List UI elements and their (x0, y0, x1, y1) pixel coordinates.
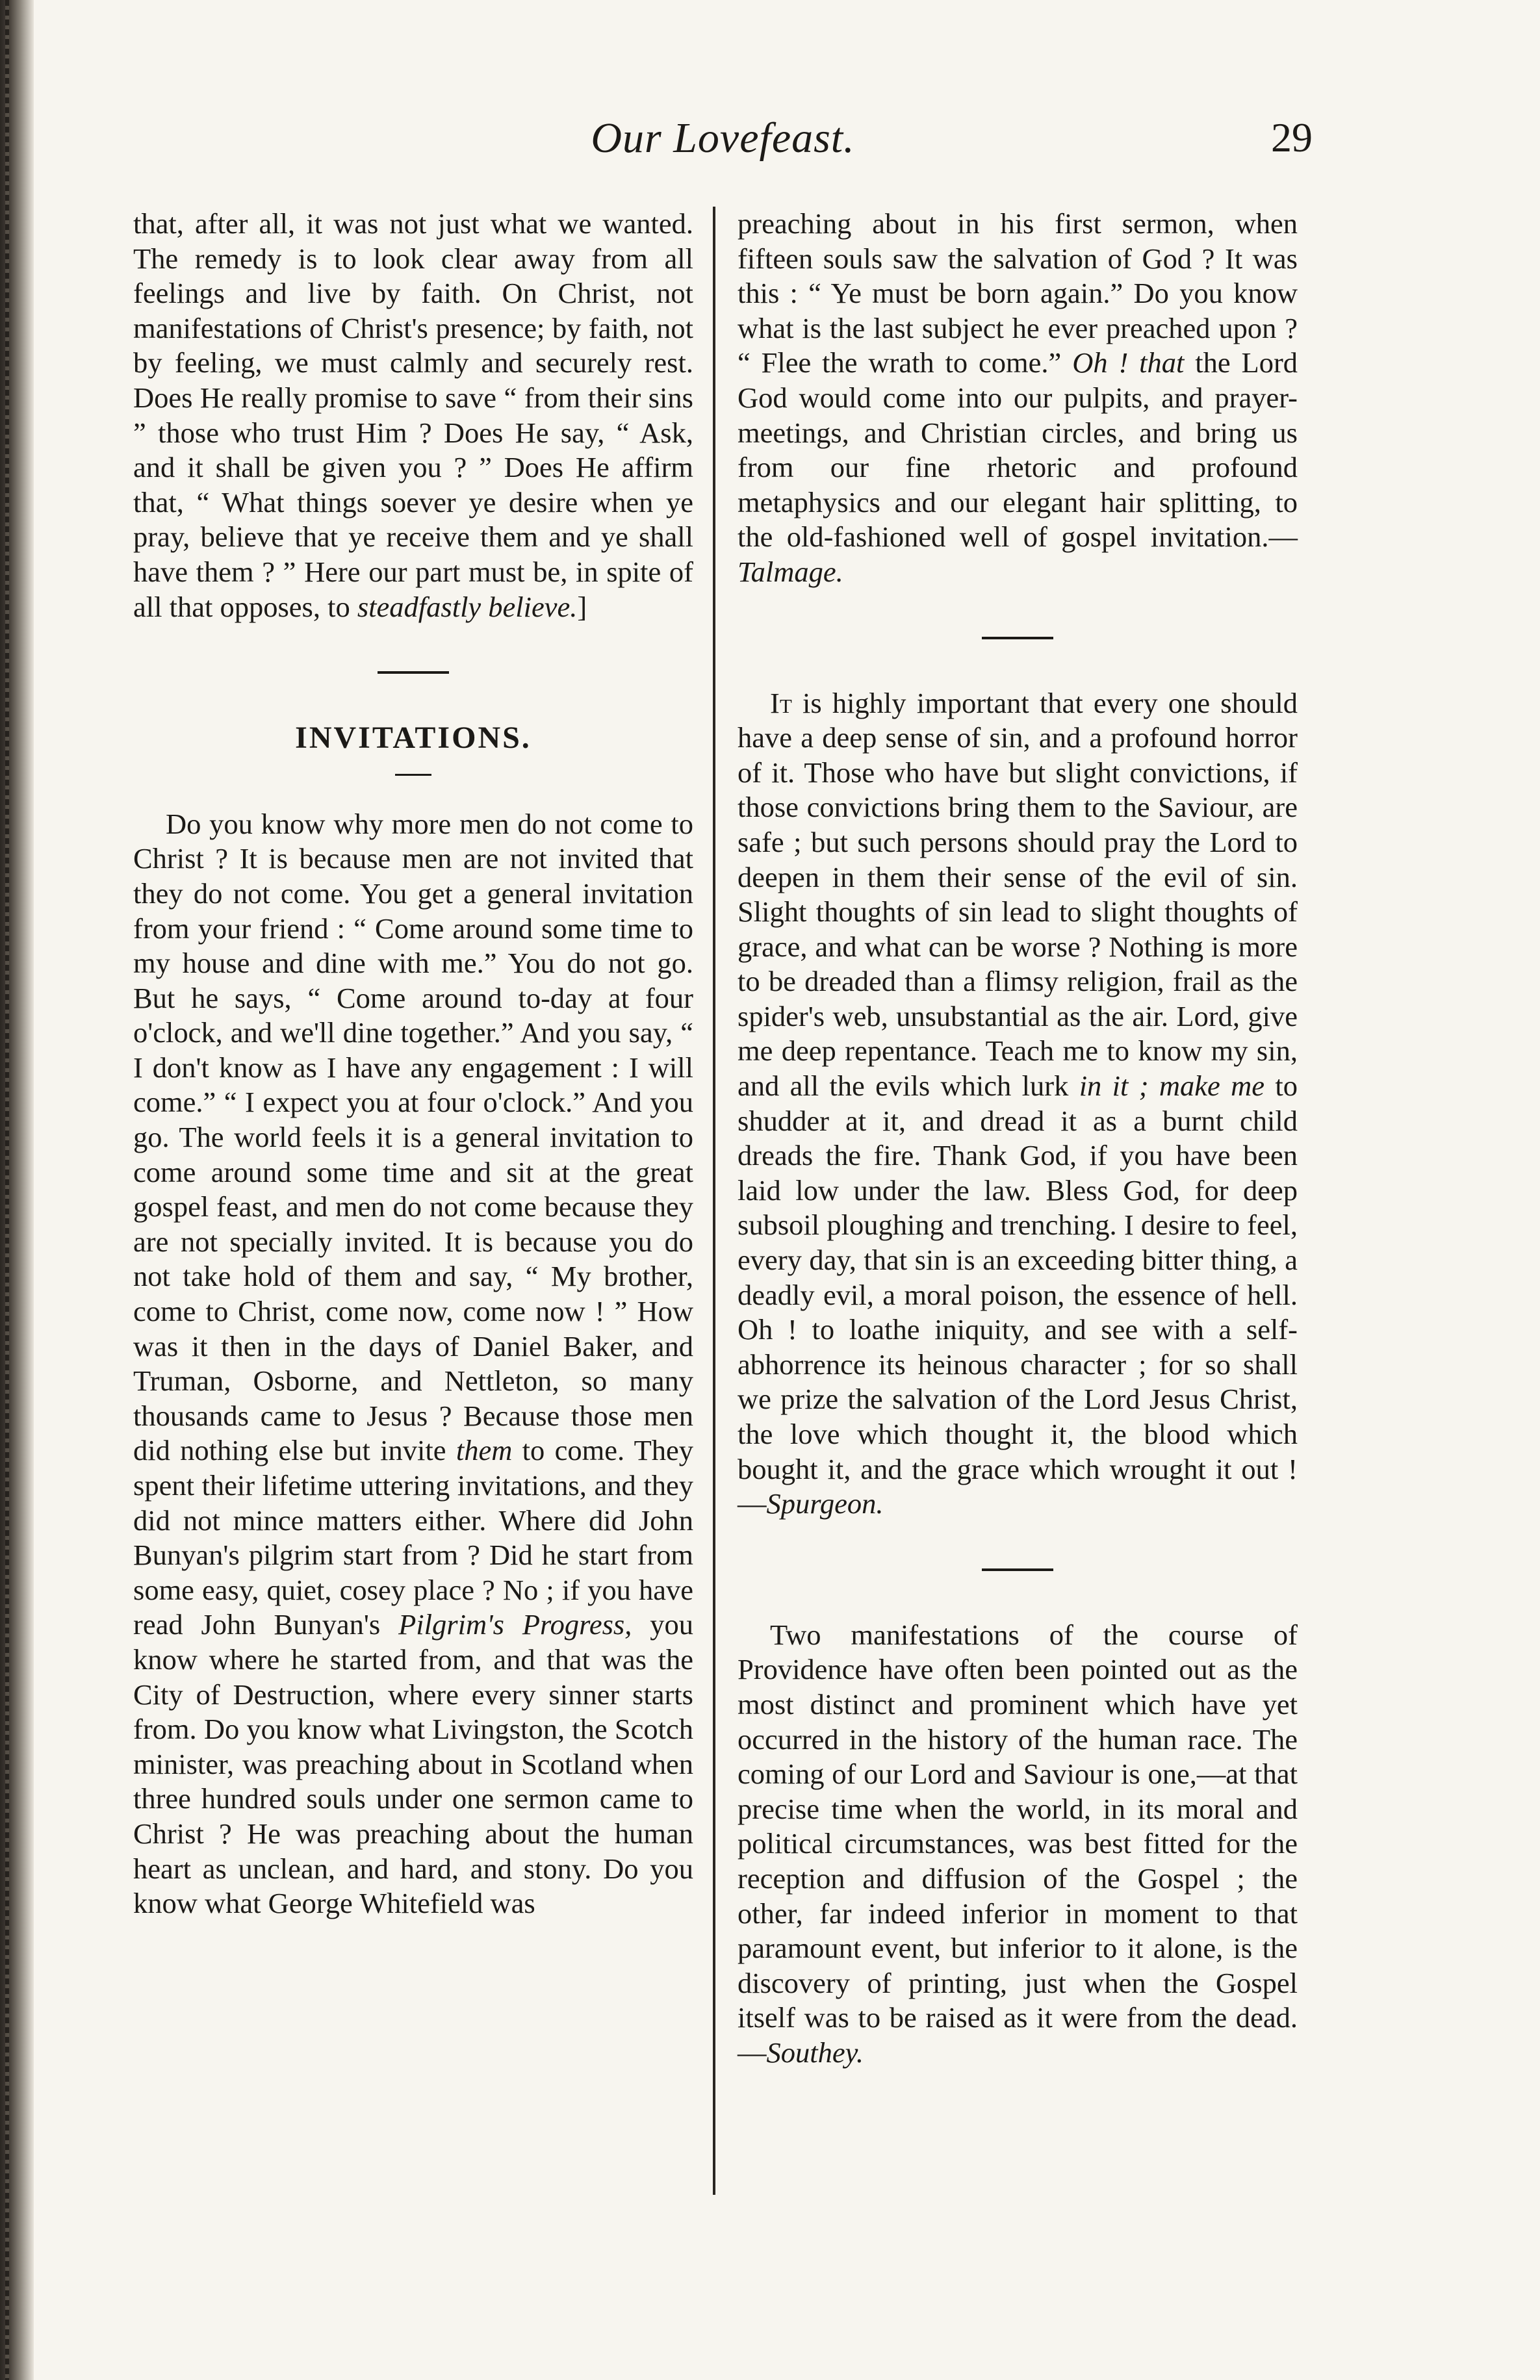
attribution-spurgeon: Spurgeon. (766, 1487, 884, 1520)
talmage-paragraph (738, 207, 1298, 590)
column-divider-rule (713, 207, 715, 2195)
section-heading-invitations: INVITATIONS. (295, 721, 532, 756)
page-number: 29 (1271, 114, 1313, 160)
southey-paragraph (738, 1618, 1298, 2071)
emphasis-oh-that: Oh ! that (1072, 346, 1185, 379)
attribution-talmage: Talmage. (738, 555, 843, 588)
attribution-southey: Southey. (766, 2036, 864, 2069)
right-column (738, 207, 1298, 2071)
invitations-text-middle: to come. They spent their lifetime uttering invitations, and they did not mince matters either. Where did John Bunyan's pilgrim start from ? Did he start from some easy, quiet, cosey place ? No ; if you have read John Bunyan's (133, 1434, 694, 1641)
section-divider (982, 637, 1053, 639)
southey-text: Two manifestations of the course of Providence have often been pointed out as the most distinct and prominent which have yet occurred in the history of the human race. The coming of our Lord and Saviour is one,—at that precise time when the world, in its moral and political circumstances, was best fitted for the reception and diffusion of the Gospel ; the other, far indeed inferior in moment to that paramount event, but inferior to it alone, is the discovery of printing, just when the Gospel itself was to be raised as it were from the dead.— (738, 1618, 1298, 2069)
spurgeon-text-start: is highly important that every one should have a deep sense of sin, and a profound horror of it. Those who have but slight convictions, if those convictions bring them to the Saviour, are safe ; but such persons should pray the Lord to deepen in them their sense of the evil of sin. Slight thoughts of sin lead to slight thoughts of grace, and what can be worse ? Nothing is more to be dreaded than a flimsy religion, frail as the spider's web, unsubstantial as the air. Lord, give me deep repentance. Teach me to know my sin, and all the evils which lurk (738, 686, 1298, 1103)
continued-paragraph-text: that, after all, it was not just what we wanted. The remedy is to look clear away from all feelings and live by faith. On Christ, not manifestations of Christ's presence; by faith, not by feeling, we must calmly and securely rest. Does He really promise to save “ from their sins ” those who trust Him ? Does He say, “ Ask, and it shall be given you ? ” Does He affirm that, “ What things soever ye desire when ye pray, believe that ye receive them and ye shall have them ? ” Here our part must be, in spite of all that opposes, to (133, 207, 693, 623)
closing-bracket: ] (577, 590, 587, 623)
emphasis-them: them (456, 1434, 513, 1467)
page-header (133, 114, 1313, 185)
emphasis-steadfastly-believe: steadfastly believe. (357, 590, 578, 623)
section-divider (982, 1568, 1053, 1571)
section-divider (378, 671, 449, 674)
invitations-text-start: Do you know why more men do not come to Christ ? It is because men are not invited that they do not come. You get a general invitation from your friend : “ Come around some time to my house and dine with me.” You do not go. But he says, “ Come around to-day at four o'clock, and we'll dine together.” And you say, “ I don't know as I have any engagement : I will come.” “ I expect you at four o'clock.” And you go. The world feels it is a general invitation to come around some time and sit at the great gospel feast, and men do not come because they are not specially invited. It is because you do not take hold of them and say, “ My brother, come to Christ, come now, come now ! ” How was it then in the days of Daniel Baker, and Truman, Osborne, and Nettleton, so many thousands came to Jesus ? Because those men did nothing else but invite (133, 807, 693, 1467)
spurgeon-text-end: to shudder at it, and dread it as a burnt child dreads the fire. Thank God, if you have been laid low under the law. Bless God, for deep subsoil ploughing and trenching. I desire to feel, every day, that sin is an exceeding bitter thing, a deadly evil, a moral poison, the essence of hell. Oh ! to loathe iniquity, and see with a self-abhorrence its heinous character ; for so shall we prize the salvation of the Lord Jesus Christ, the love which thought it, the blood which bought it, and the grace which wrought it out !— (738, 1069, 1298, 1520)
spurgeon-paragraph (738, 686, 1298, 1522)
invitations-text-end: you know where he started from, and that was the City of Destruction, where every sinner starts from. Do you know what Livingston, the Scotch minister, was preaching about in Scotland when three hundred souls under one sermon came to Christ ? He was preaching about the human heart as unclean, and hard, and stony. Do you know what George Whitefield was (133, 1608, 694, 1920)
left-column (133, 207, 693, 1921)
book-title-pilgrims-progress: Pilgrim's Progress, (398, 1608, 632, 1641)
scan-binding-edge (0, 0, 34, 2380)
continued-paragraph (133, 207, 693, 624)
spurgeon-lead-word: It (770, 686, 792, 719)
talmage-text-end: the Lord God would come into our pulpits, and prayer-meetings, and Christian circles, and bring us from our fine rhetoric and profound metaphysics and our elegant hair splitting, to the old-fashioned well of gospel invitation.— (738, 346, 1298, 554)
emphasis-in-it-make-me: in it ; make me (1079, 1069, 1265, 1103)
heading-underline (395, 774, 431, 776)
invitations-paragraph (133, 807, 693, 1921)
talmage-text-start: preaching about in his first sermon, when fifteen souls saw the salvation of God ? It was this : “ Ye must be born again.” Do you know what is the last subject he ever preached upon ? “ Flee the wrath to come.” (738, 207, 1298, 379)
running-title: Our Lovefeast. (591, 114, 855, 162)
